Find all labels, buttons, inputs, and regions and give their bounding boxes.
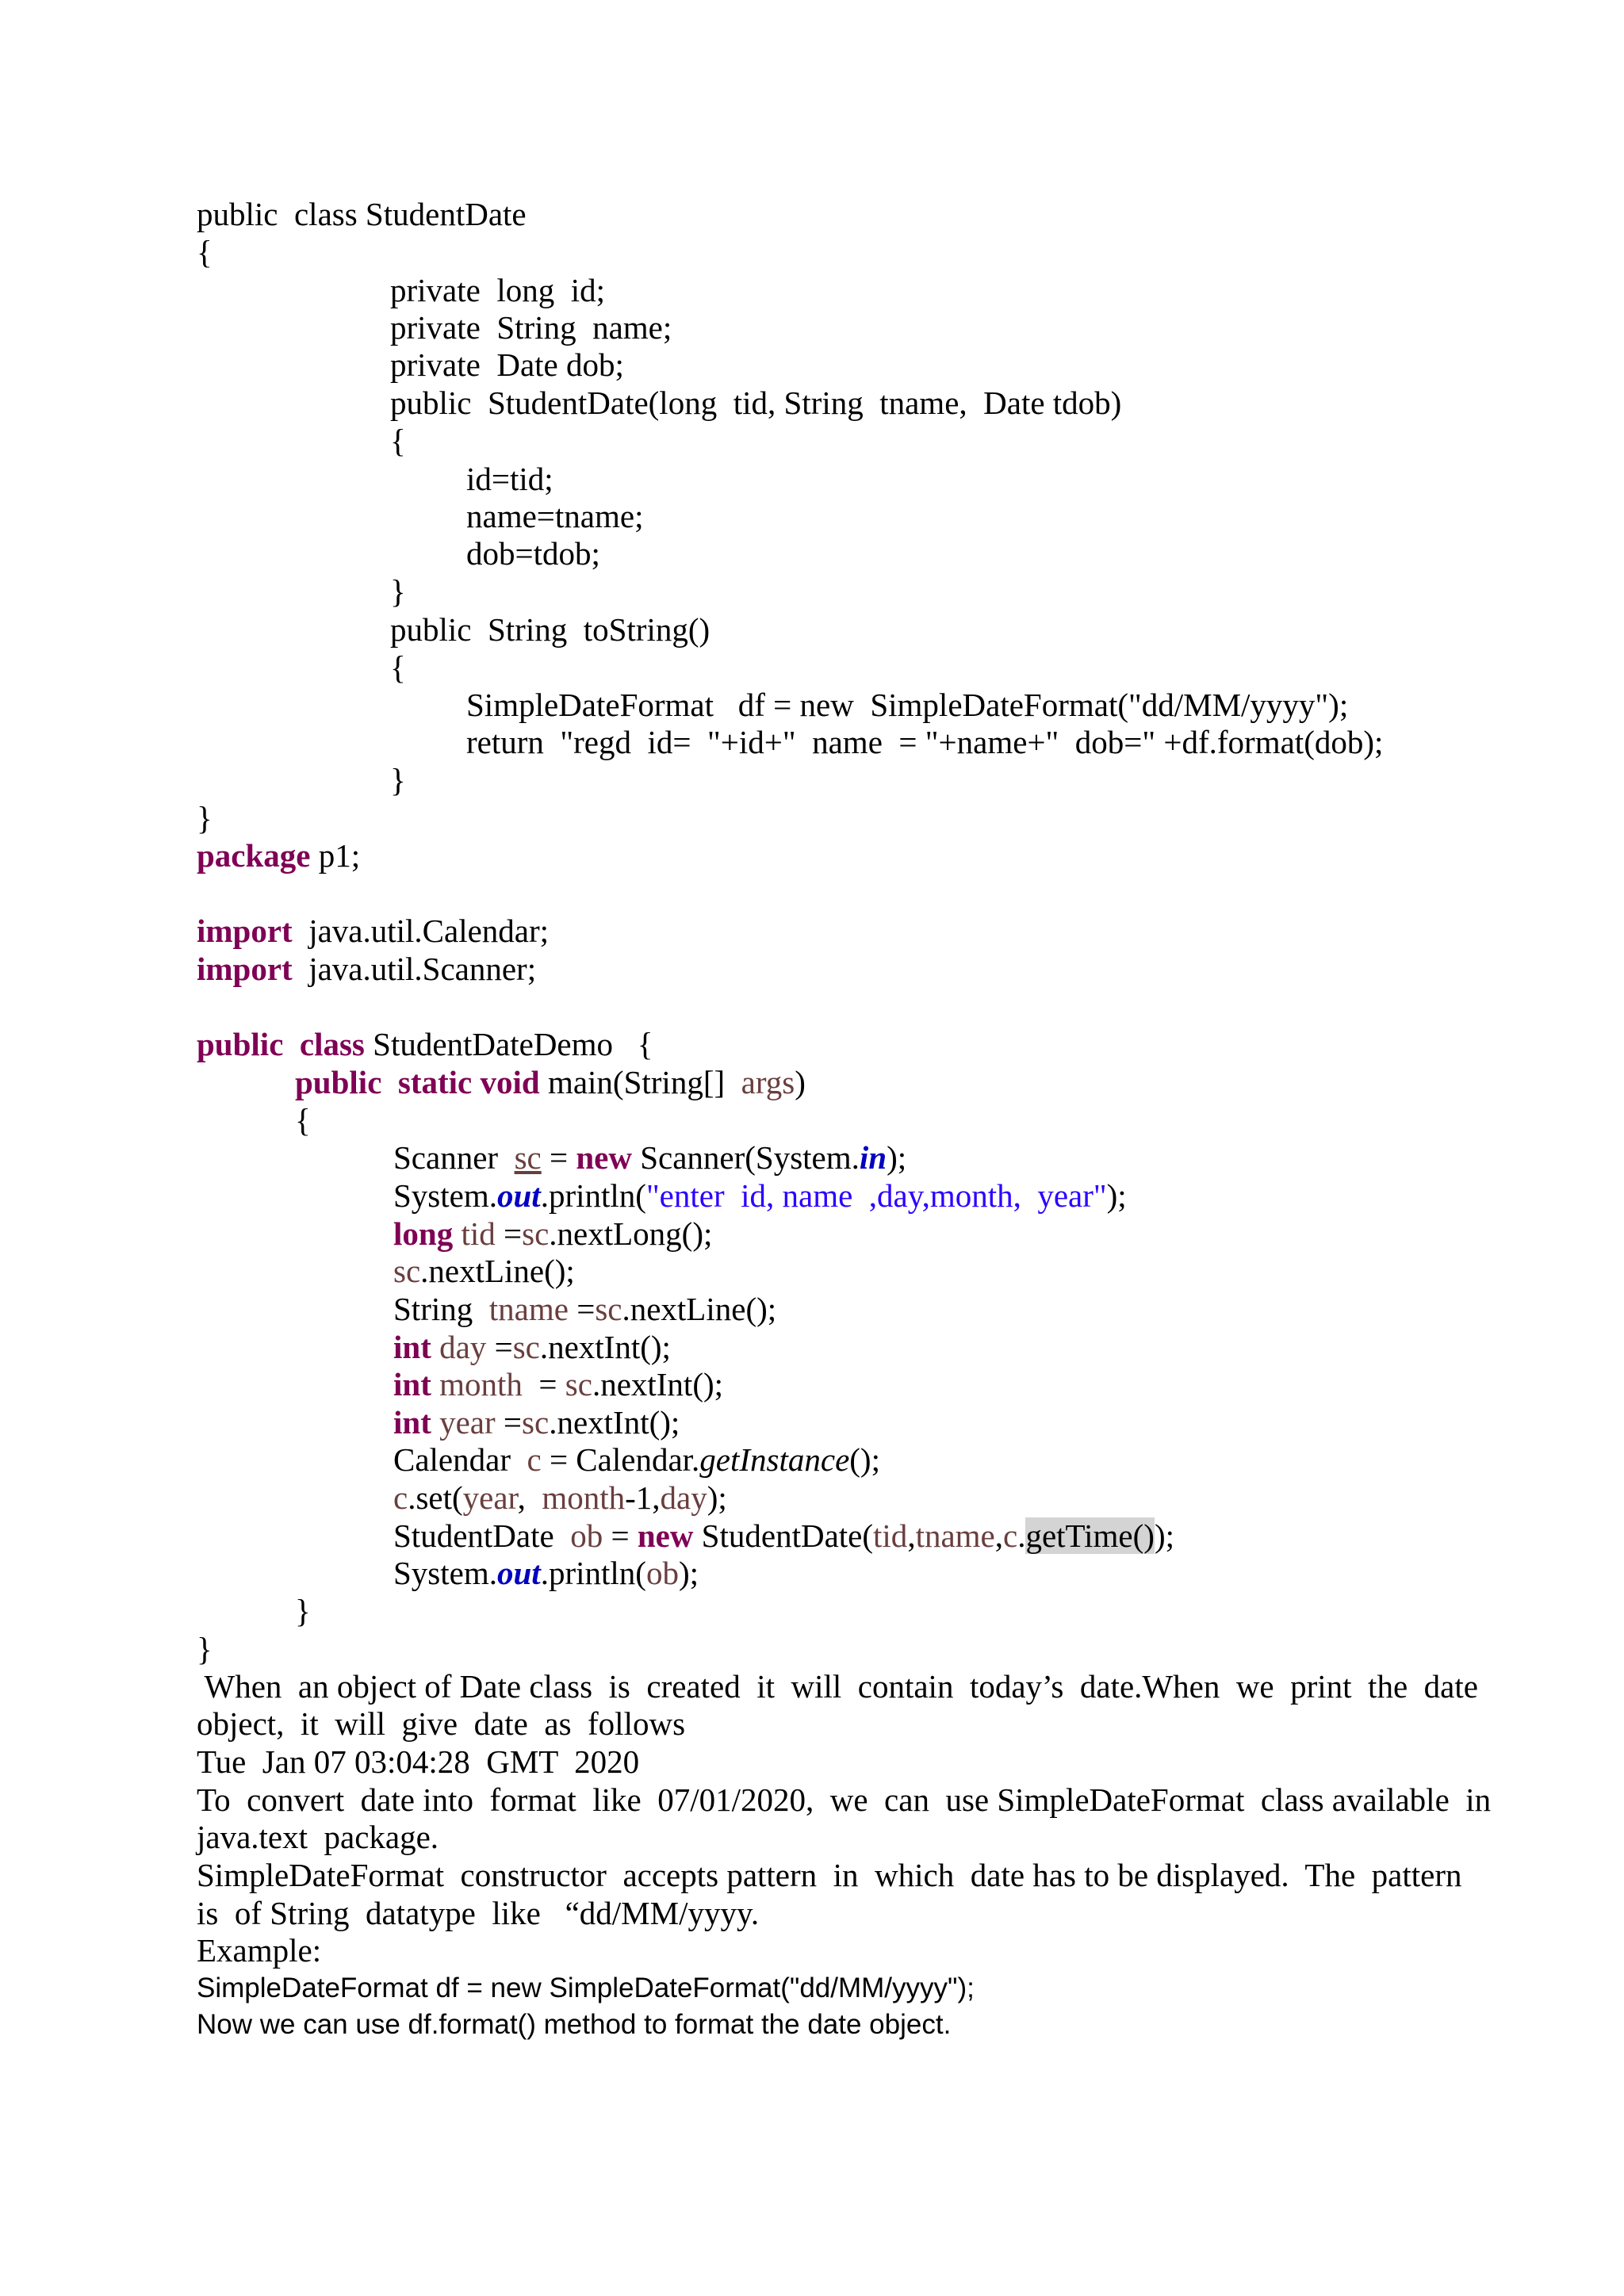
static-field: out: [497, 1177, 541, 1214]
code-text: .nextInt();: [549, 1404, 680, 1441]
code-line-class-decl: public class StudentDate: [197, 196, 527, 232]
code-text: String: [393, 1291, 489, 1327]
variable: c: [393, 1479, 408, 1516]
paragraph-line: When an object of Date class is created it will contain today’s date.When we print the date: [197, 1668, 1478, 1705]
variable: tname: [488, 1291, 569, 1327]
code-text: .nextLine();: [420, 1253, 575, 1289]
keyword: int: [393, 1329, 431, 1365]
code-text: ,: [994, 1517, 1003, 1554]
code-text: StudentDate: [393, 1517, 571, 1554]
code-line-brace: }: [295, 1593, 311, 1629]
keyword: new: [637, 1517, 694, 1554]
code-line-sdf: SimpleDateFormat df = new SimpleDateFormat("dd/MM/yyyy");: [466, 687, 1349, 723]
code-line-demo-class: [197, 1025, 653, 1063]
code-text: =: [603, 1517, 638, 1554]
variable: sc: [512, 1329, 540, 1365]
code-line-assign-name: name=tname;: [466, 498, 644, 534]
paragraph-line: object, it will give date as follows: [197, 1705, 686, 1742]
code-text: =: [495, 1404, 523, 1441]
static-field: in: [859, 1139, 887, 1176]
code-line-constructor: public StudentDate(long tid, String tname, Date tdob): [390, 385, 1122, 421]
code-text: .println(: [540, 1555, 646, 1591]
paragraph-line: java.text package.: [197, 1819, 439, 1855]
keyword: int: [393, 1366, 431, 1402]
code-line-brace: }: [390, 573, 406, 610]
paragraph-line: Example:: [197, 1932, 322, 1969]
code-text: -1,: [625, 1479, 661, 1516]
variable: month: [431, 1366, 523, 1402]
code-text: =: [522, 1366, 565, 1402]
code-text: StudentDate(: [693, 1517, 874, 1554]
code-text: ();: [849, 1441, 880, 1478]
code-line-field-dob: private Date dob;: [390, 346, 624, 383]
keyword: class: [299, 1026, 365, 1062]
code-line-brace: {: [197, 234, 213, 270]
code-text: .nextLong();: [549, 1215, 713, 1252]
code-line-brace: }: [197, 1631, 213, 1667]
example-code-line: SimpleDateFormat df = new SimpleDateFormat("dd/MM/yyyy");: [197, 1973, 975, 2003]
variable: sc: [595, 1291, 622, 1327]
code-line-import-calendar: [197, 912, 549, 950]
code-text: ): [795, 1064, 806, 1100]
string-literal: "enter id, name ,day,month, year": [645, 1177, 1107, 1214]
code-text: .nextLine();: [622, 1291, 777, 1327]
code-line-read-year: [393, 1403, 680, 1441]
paragraph-line: To convert date into format like 07/01/2020, we can use SimpleDateFormat class available in: [197, 1781, 1492, 1818]
code-text: main(String[]: [539, 1064, 741, 1100]
paragraph-line: SimpleDateFormat constructor accepts pattern in which date has to be displayed. The pattern: [197, 1857, 1462, 1893]
code-text: ,: [907, 1517, 916, 1554]
code-line-read-tname: [393, 1290, 776, 1328]
code-text: .println(: [540, 1177, 646, 1214]
variable: sc: [522, 1404, 550, 1441]
code-line-calendar-set: [393, 1479, 727, 1517]
code-text: System.: [393, 1177, 497, 1214]
code-text: .: [1017, 1517, 1026, 1554]
code-text: .nextInt();: [539, 1329, 671, 1365]
code-line-import-scanner: [197, 950, 536, 988]
highlighted-method-call: getTime(): [1025, 1517, 1155, 1554]
code-line-field-name: private String name;: [390, 309, 672, 346]
keyword: import: [197, 951, 293, 987]
variable: year: [462, 1479, 518, 1516]
code-line-assign-id: id=tid;: [466, 461, 553, 497]
code-line-package: [197, 836, 360, 874]
code-line-brace: {: [390, 649, 406, 686]
code-text: =: [541, 1139, 576, 1176]
code-line-assign-dob: dob=tdob;: [466, 535, 600, 572]
keyword: public: [295, 1064, 382, 1100]
code-line-println-ob: [393, 1554, 699, 1592]
code-line-brace: {: [295, 1102, 311, 1138]
variable: tid: [453, 1215, 496, 1252]
code-text: );: [1154, 1517, 1174, 1554]
code-text: System.: [393, 1555, 497, 1591]
code-text: Calendar: [393, 1441, 527, 1478]
keyword: int: [393, 1404, 431, 1441]
variable: ob: [645, 1555, 679, 1591]
code-text: StudentDateDemo {: [364, 1026, 653, 1062]
variable: year: [431, 1404, 496, 1441]
keyword: long: [393, 1215, 454, 1252]
code-text: =: [486, 1329, 513, 1365]
code-text: );: [1106, 1177, 1127, 1214]
code-text: );: [887, 1139, 907, 1176]
code-line-field-id: private long id;: [390, 272, 606, 308]
variable: c: [527, 1441, 542, 1478]
variable: day: [431, 1329, 487, 1365]
code-text: Scanner: [393, 1139, 515, 1176]
code-text: java.util.Scanner;: [292, 951, 537, 987]
variable: tname: [915, 1517, 995, 1554]
code-text: =: [495, 1215, 523, 1252]
code-line-println-prompt: [393, 1177, 1127, 1215]
variable: month: [542, 1479, 626, 1516]
code-text: java.util.Calendar;: [292, 913, 550, 949]
code-line-scanner: [393, 1138, 906, 1177]
variable: sc: [522, 1215, 550, 1252]
example-note-line: Now we can use df.format() method to format the date object.: [197, 2009, 952, 2040]
code-line-brace: }: [390, 762, 406, 798]
code-line-calendar: [393, 1441, 880, 1479]
code-line-new-studentdate: [393, 1517, 1174, 1555]
variable: args: [741, 1064, 795, 1100]
code-line-brace: {: [390, 423, 406, 459]
variable: sc: [393, 1253, 421, 1289]
variable: sc: [565, 1366, 592, 1402]
code-text: =: [568, 1291, 596, 1327]
paragraph-line: is of String datatype like “dd/MM/yyyy.: [197, 1895, 760, 1931]
variable: sc: [514, 1139, 542, 1176]
code-line-brace: }: [197, 800, 213, 836]
variable: c: [1003, 1517, 1018, 1554]
keyword: import: [197, 913, 293, 949]
code-text: );: [707, 1479, 727, 1516]
code-text: .nextInt();: [592, 1366, 724, 1402]
variable: tid: [873, 1517, 908, 1554]
code-text: .set(: [408, 1479, 463, 1516]
variable: day: [660, 1479, 707, 1516]
keyword: void: [480, 1064, 540, 1100]
code-line-read-month: [393, 1365, 723, 1403]
code-text: );: [678, 1555, 699, 1591]
keyword: static: [397, 1064, 473, 1100]
keyword: new: [576, 1139, 632, 1176]
code-line-tostring: public String toString(): [390, 611, 710, 648]
static-field: out: [497, 1555, 541, 1591]
code-line-nextline: [393, 1252, 575, 1290]
keyword: public: [197, 1026, 284, 1062]
code-line-read-tid: [393, 1215, 712, 1253]
keyword: package: [197, 837, 311, 874]
code-line-return: return "regd id= "+id+" name = "+name+" dob=" +df.format(dob);: [466, 724, 1384, 760]
code-line-main: [295, 1063, 806, 1101]
code-text: Scanner(System.: [631, 1139, 860, 1176]
code-line-read-day: [393, 1328, 671, 1366]
code-text: ,: [517, 1479, 542, 1516]
code-text: p1;: [310, 837, 361, 874]
variable: ob: [570, 1517, 603, 1554]
static-method: getInstance: [699, 1441, 850, 1478]
code-text: = Calendar.: [541, 1441, 700, 1478]
paragraph-line: Tue Jan 07 03:04:28 GMT 2020: [197, 1743, 640, 1780]
